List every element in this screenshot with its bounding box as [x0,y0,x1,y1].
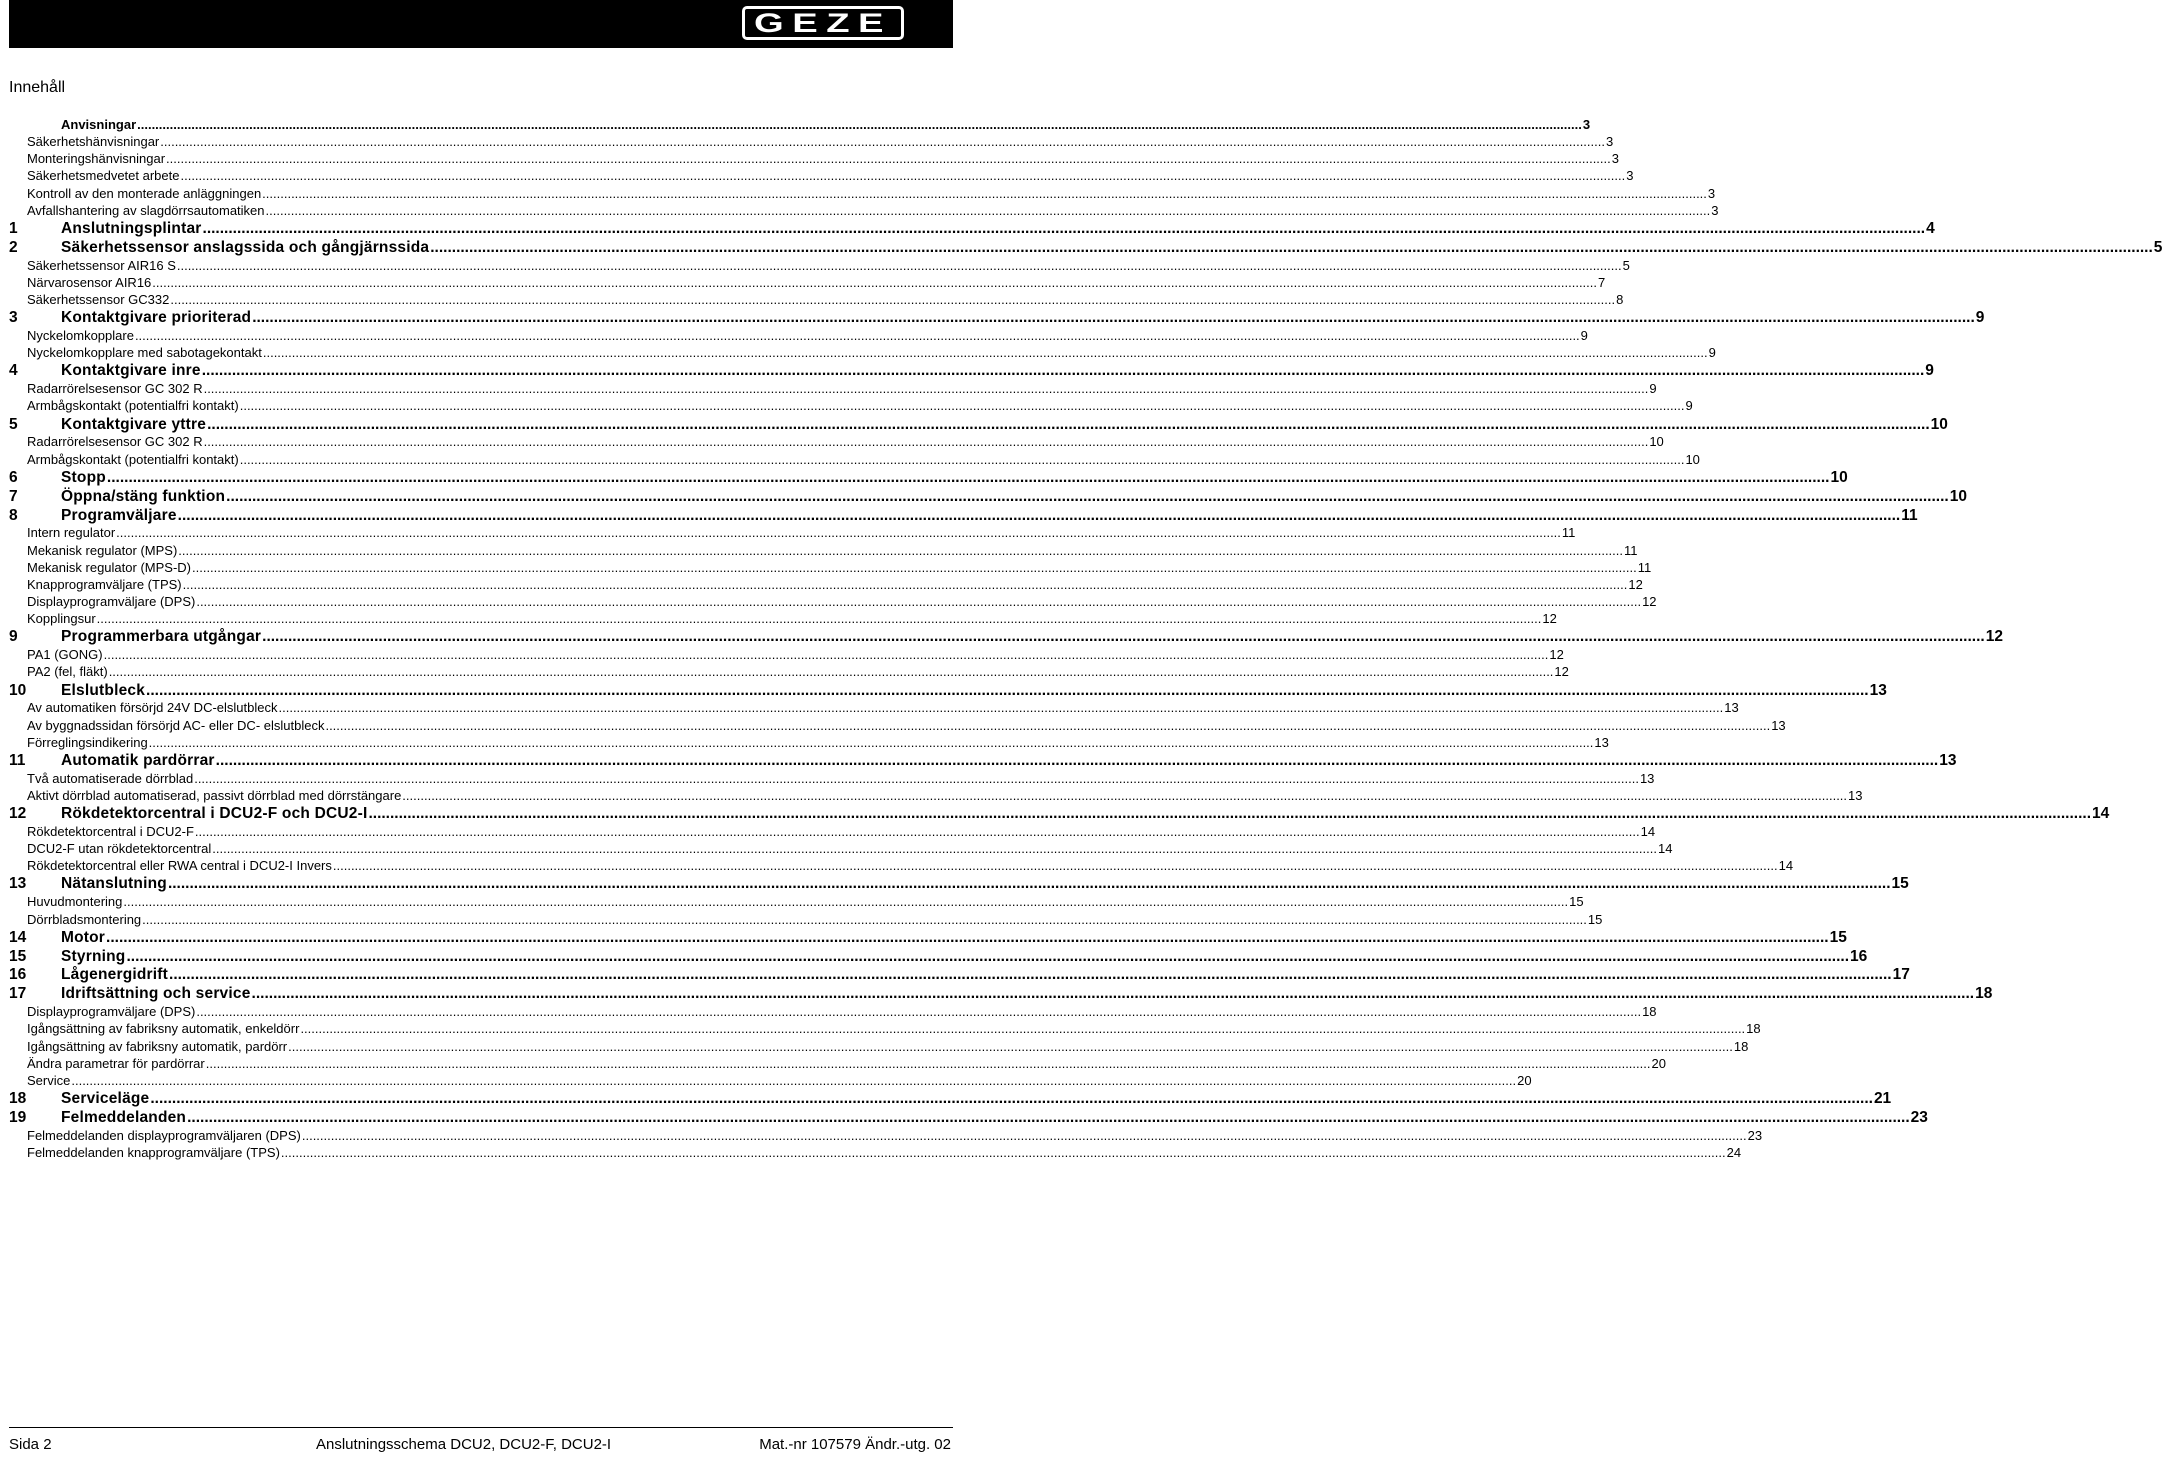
toc-entry[interactable] [0,893,1584,910]
toc-entry-title: Huvudmontering [27,894,123,910]
toc-entry-page: 11 [1561,525,1576,541]
toc-entry-title: Mekanisk regulator (MPS-D) [27,559,191,575]
toc-dot-leader: ................................................................................................................................................................................................................................................................................................................................................................................................................ [251,985,1975,1003]
toc-entry[interactable] [0,928,1847,948]
toc-entry-title: Av byggnadssidan försörjd AC- eller DC- elslutbleck [27,717,325,733]
toc-entry-page: 7 [1598,274,1606,290]
toc-dot-leader: ................................................................................................................................................................................................................................................................................................................................................................................................................ [332,858,1778,874]
toc-entry[interactable] [0,627,2003,647]
toc-entry-page: 10 [1930,415,1948,433]
toc-entry-title: Service [27,1072,71,1088]
toc-entry-title: Nätanslutning [61,875,167,893]
toc-entry[interactable] [0,167,1634,184]
toc-entry[interactable] [0,804,2110,824]
toc-entry-page: 12 [1554,664,1569,680]
toc-entry-number: 10 [9,681,27,699]
toc-entry-title: Programväljare [61,506,177,524]
toc-entry[interactable] [0,751,1957,771]
toc-dot-leader: ................................................................................................................................................................................................................................................................................................................................................................................................................ [103,647,1549,663]
toc-entry-page: 21 [1873,1090,1892,1107]
toc-entry[interactable] [0,699,1739,716]
toc-entry-page: 15 [1891,875,1909,893]
toc-entry-page: 10 [1685,451,1700,467]
toc-entry-title: Elslutbleck [61,681,146,699]
toc-entry-number: 2 [9,238,18,256]
toc-entry-page: 11 [1624,542,1638,558]
toc-entry-page: 10 [1830,468,1848,486]
toc-entry[interactable] [0,150,1619,167]
toc-entry-title: Dörrbladsmontering [27,911,142,927]
toc-entry-number: 13 [9,875,27,893]
toc-entry-title: Idriftsättning och service [61,985,251,1003]
toc-entry-number: 18 [9,1090,27,1107]
toc-entry-page: 10 [1649,434,1664,450]
footer-divider [9,1427,953,1428]
toc-entry[interactable] [0,1127,1763,1144]
toc-entry[interactable] [0,291,1624,308]
toc-entry-title: Displayprogramväljare (DPS) [27,1004,196,1020]
toc-entry-page: 13 [1771,717,1786,733]
toc-entry-number: 4 [9,362,18,380]
toc-entry[interactable] [0,610,1557,627]
toc-entry-title: PA2 (fel, fläkt) [27,664,108,680]
toc-entry[interactable] [0,770,1655,787]
toc-entry-title: Displayprogramväljare (DPS) [27,594,196,610]
toc-dot-leader: ................................................................................................................................................................................................................................................................................................................................................................................................................ [368,805,2092,823]
toc-dot-leader: ................................................................................................................................................................................................................................................................................................................................................................................................................ [194,770,1639,786]
toc-entry-title: Säkerhetssensor GC332 [27,292,170,307]
toc-dot-leader: ................................................................................................................................................................................................................................................................................................................................................................................................................ [126,947,1850,965]
toc-entry[interactable] [0,415,1948,435]
toc-entry-title: Ändra parametrar för pardörrar [27,1055,205,1071]
toc-entry-page: 23 [1747,1127,1763,1143]
toc-entry-page: 4 [1926,219,1935,237]
toc-entry[interactable] [0,1089,1892,1109]
toc-entry-title: Nyckelomkopplare med sabotagekontakt [27,345,262,361]
toc-entry-page: 9 [1925,362,1934,380]
toc-entry-page: 11 [1901,506,1918,524]
toc-dot-leader: ................................................................................................................................................................................................................................................................................................................................................................................................................ [265,202,1711,218]
logo-text: GEZE [754,8,892,38]
toc-dot-leader: ................................................................................................................................................................................................................................................................................................................................................................................................................ [196,594,1642,610]
toc-entry-title: Intern regulator [27,525,116,541]
toc-dot-leader: ................................................................................................................................................................................................................................................................................................................................................................................................................ [180,168,1626,184]
toc-dot-leader: ................................................................................................................................................................................................................................................................................................................................................................................................................ [239,398,1685,414]
toc-entry-title: Igångsättning av fabriksny automatik, enkeldörr [27,1021,300,1037]
toc-entry-number: 16 [9,966,27,984]
toc-entry-title: Felmeddelanden [61,1108,187,1126]
toc-entry[interactable] [0,202,1719,219]
toc-dot-leader: ................................................................................................................................................................................................................................................................................................................................................................................................................ [182,576,1628,592]
toc-entry[interactable] [0,380,1657,397]
toc-dot-leader: ................................................................................................................................................................................................................................................................................................................................................................................................................ [106,928,1829,946]
toc-entry-page: 18 [1746,1021,1761,1037]
toc-entry-title: Avfallshantering av slagdörrsautomatiken [27,202,265,218]
toc-entry[interactable] [0,576,1643,593]
toc-entry-title: Kontaktgivare prioriterad [61,309,252,327]
toc-dot-leader: ................................................................................................................................................................................................................................................................................................................................................................................................................ [207,415,1930,433]
toc-entry-title: Rökdetektorcentral i DCU2-F [27,824,194,839]
toc-entry-title: Felmeddelanden displayprogramväljaren (DPS) [27,1127,301,1143]
toc-entry-number: 1 [9,219,18,237]
toc-dot-leader: ................................................................................................................................................................................................................................................................................................................................................................................................................ [203,434,1649,450]
toc-dot-leader: ................................................................................................................................................................................................................................................................................................................................................................................................................ [252,309,1975,327]
toc-entry-page: 16 [1850,947,1868,965]
toc-dot-leader: ................................................................................................................................................................................................................................................................................................................................................................................................................ [134,328,1580,344]
toc-entry-page: 18 [1642,1004,1657,1020]
toc-entry-number: 8 [9,506,18,524]
toc-entry-page: 20 [1517,1072,1532,1088]
toc-entry[interactable] [0,787,1863,804]
toc-entry-page: 3 [1605,134,1614,150]
toc-dot-leader: ................................................................................................................................................................................................................................................................................................................................................................................................................ [202,219,1926,237]
toc-entry-page: 12 [1542,611,1557,627]
toc-dot-leader: ................................................................................................................................................................................................................................................................................................................................................................................................................ [137,117,1582,132]
toc-entry-page: 13 [1869,681,1887,699]
toc-entry-title: Felmeddelanden knapprogramväljare (TPS) [27,1144,280,1160]
toc-entry-page: 12 [1549,647,1564,663]
toc-entry-page: 8 [1616,292,1624,307]
toc-entry-page: 3 [1711,202,1719,218]
toc-entry-page: 13 [1848,787,1863,803]
toc-dot-leader: ................................................................................................................................................................................................................................................................................................................................................................................................................ [212,841,1657,857]
toc-entry-number: 9 [9,628,18,646]
toc-entry[interactable] [0,681,1887,701]
toc-entry-page: 15 [1569,894,1584,910]
toc-entry-page: 11 [1637,559,1652,575]
toc-entry-title: Mekanisk regulator (MPS) [27,542,178,558]
toc-entry-page: 9 [1708,345,1716,361]
toc-dot-leader: ................................................................................................................................................................................................................................................................................................................................................................................................................ [146,681,1869,699]
toc-dot-leader: ................................................................................................................................................................................................................................................................................................................................................................................................................ [166,151,1611,167]
toc-entry[interactable] [0,1020,1761,1037]
toc-entry[interactable] [0,840,1673,857]
toc-entry-page: 18 [1733,1038,1749,1054]
toc-entry-number: 12 [9,805,27,823]
toc-entry-title: Armbågskontakt (potentialfri kontakt) [27,398,239,414]
toc-entry[interactable] [0,116,1591,133]
toc-entry-title: Serviceläge [61,1090,150,1107]
toc-entry-title: Rökdetektorcentral eller RWA central i DCU2-I Invers [27,858,332,874]
toc-dot-leader: ................................................................................................................................................................................................................................................................................................................................................................................................................ [178,542,1624,558]
toc-entry-title: Motor [61,928,106,946]
toc-dot-leader: ................................................................................................................................................................................................................................................................................................................................................................................................................ [160,134,1605,150]
toc-entry[interactable] [0,559,1652,576]
toc-entry[interactable] [0,1144,1742,1161]
toc-entry[interactable] [0,524,1576,541]
toc-dot-leader: ................................................................................................................................................................................................................................................................................................................................................................................................................ [142,911,1587,927]
toc-dot-leader: ................................................................................................................................................................................................................................................................................................................................................................................................................ [203,381,1649,397]
toc-dot-leader: ................................................................................................................................................................................................................................................................................................................................................................................................................ [288,1038,1733,1054]
toc-dot-leader: ................................................................................................................................................................................................................................................................................................................................................................................................................ [280,1144,1726,1160]
toc-entry[interactable] [0,506,1918,526]
toc-dot-leader: ................................................................................................................................................................................................................................................................................................................................................................................................................ [176,257,1622,273]
toc-dot-leader: ................................................................................................................................................................................................................................................................................................................................................................................................................ [116,525,1561,541]
toc-entry-title: Anslutningsplintar [61,219,202,237]
toc-entry[interactable] [0,1072,1532,1089]
toc-entry-page: 3 [1707,185,1716,201]
toc-entry-page: 13 [1594,734,1609,750]
footer-document-title: Anslutningsschema DCU2, DCU2-F, DCU2-I [316,1436,612,1453]
toc-entry-title: Armbågskontakt (potentialfri kontakt) [27,451,239,467]
toc-dot-leader: ................................................................................................................................................................................................................................................................................................................................................................................................................ [148,734,1594,750]
toc-entry-page: 15 [1829,928,1847,946]
toc-entry[interactable] [0,857,1794,874]
toc-entry-title: Kontaktgivare yttre [61,415,207,433]
toc-entry-page: 13 [1939,751,1957,769]
toc-dot-leader: ................................................................................................................................................................................................................................................................................................................................................................................................................ [152,274,1598,290]
toc-dot-leader: ................................................................................................................................................................................................................................................................................................................................................................................................................ [71,1072,1517,1088]
toc-entry-title: Rökdetektorcentral i DCU2-F och DCU2-I [61,805,368,823]
toc-entry-title: DCU2-F utan rökdetektorcentral [27,841,212,857]
toc-entry[interactable] [0,185,1716,202]
footer-material-number: Mat.-nr 107579 Ändr.-utg. 02 [759,1436,951,1453]
toc-entry-number: 19 [9,1108,27,1126]
toc-entry-page: 17 [1892,966,1910,984]
toc-entry-page: 10 [1949,487,1967,505]
toc-entry-number: 17 [9,985,27,1003]
toc-entry[interactable] [0,133,1614,150]
toc-entry-page: 12 [1642,594,1657,610]
toc-entry-number: 11 [9,751,26,769]
toc-dot-leader: ................................................................................................................................................................................................................................................................................................................................................................................................................ [201,362,1925,380]
toc-entry[interactable] [0,274,1606,291]
toc-entry-number: 3 [9,309,18,327]
toc-entry-page: 3 [1626,168,1634,184]
toc-entry[interactable] [0,663,1569,680]
toc-entry-number: 15 [9,947,27,965]
toc-dot-leader: ................................................................................................................................................................................................................................................................................................................................................................................................................ [239,451,1685,467]
toc-entry[interactable] [0,965,1910,985]
toc-dot-leader: ................................................................................................................................................................................................................................................................................................................................................................................................................ [169,966,1892,984]
toc-entry-page: 12 [1628,576,1643,592]
toc-entry[interactable] [0,734,1609,751]
toc-entry[interactable] [0,947,1868,967]
toc-entry-title: Anvisningar [61,117,137,132]
toc-entry-title: Radarrörelsesensor GC 302 R [27,434,203,450]
toc-entry-page: 13 [1639,770,1655,786]
footer-page-number: Sida 2 [9,1436,52,1453]
toc-entry-title: Monteringshänvisningar [27,151,166,167]
toc-entry-page: 24 [1726,1144,1742,1160]
toc-dot-leader: ................................................................................................................................................................................................................................................................................................................................................................................................................ [167,875,1891,893]
toc-entry[interactable] [0,219,1935,239]
toc-entry-number: 5 [9,415,18,433]
toc-entry[interactable] [0,874,1909,894]
toc-entry-page: 14 [1640,824,1656,839]
toc-entry-page: 18 [1975,985,1993,1003]
toc-dot-leader: ................................................................................................................................................................................................................................................................................................................................................................................................................ [96,611,1542,627]
toc-entry-page: 3 [1611,151,1619,167]
toc-entry-title: Knapprogramväljare (TPS) [27,576,182,592]
toc-entry[interactable] [0,327,1588,344]
toc-entry[interactable] [0,257,1630,274]
toc-entry-title: Närvarosensor AIR16 [27,274,152,290]
toc-entry-page: 14 [1657,841,1673,857]
toc-entry-page: 15 [1587,911,1603,927]
toc-entry-title: Styrning [61,947,126,965]
toc-dot-leader: ................................................................................................................................................................................................................................................................................................................................................................................................................ [262,345,1708,361]
toc-entry[interactable] [0,1038,1749,1055]
toc-dot-leader: ................................................................................................................................................................................................................................................................................................................................................................................................................ [278,700,1724,716]
toc-dot-leader: ................................................................................................................................................................................................................................................................................................................................................................................................................ [226,487,1949,505]
toc-entry-title: Aktivt dörrblad automatiserad, passivt dörrblad med dörrstängare [27,787,402,803]
toc-entry-title: Säkerhetshänvisningar [27,134,160,150]
toc-entry[interactable] [0,238,2162,258]
toc-entry-page: 20 [1651,1055,1666,1071]
toc-dot-leader: ................................................................................................................................................................................................................................................................................................................................................................................................................ [177,506,1901,524]
toc-entry-number: 7 [9,487,18,505]
toc-dot-leader: ................................................................................................................................................................................................................................................................................................................................................................................................................ [215,751,1939,769]
toc-heading: Innehåll [9,79,66,96]
toc-entry-title: Säkerhetssensor anslagssida och gångjärnssida [61,238,430,256]
toc-entry[interactable] [0,1108,1928,1128]
toc-entry[interactable] [0,911,1603,928]
toc-dot-leader: ................................................................................................................................................................................................................................................................................................................................................................................................................ [187,1108,1910,1126]
toc-entry-page: 9 [1649,381,1657,397]
toc-entry-title: Nyckelomkopplare [27,328,134,344]
toc-entry[interactable] [0,468,1848,488]
toc-entry[interactable] [0,361,1934,381]
toc-entry-page: 13 [1724,700,1739,716]
toc-entry-page: 3 [1582,117,1591,132]
toc-dot-leader: ................................................................................................................................................................................................................................................................................................................................................................................................................ [325,717,1771,733]
toc-entry[interactable] [0,308,1985,328]
toc-entry-title: Två automatiserade dörrblad [27,770,194,786]
toc-dot-leader: ................................................................................................................................................................................................................................................................................................................................................................................................................ [170,292,1616,307]
toc-entry[interactable] [0,984,1993,1004]
toc-entry-page: 23 [1910,1108,1928,1126]
toc-entry-title: Säkerhetssensor AIR16 S [27,257,176,273]
toc-dot-leader: ................................................................................................................................................................................................................................................................................................................................................................................................................ [150,1090,1873,1107]
toc-dot-leader: ................................................................................................................................................................................................................................................................................................................................................................................................................ [262,628,1985,646]
toc-entry-number: 6 [9,468,18,486]
toc-entry-title: Programmerbara utgångar [61,628,262,646]
toc-entry[interactable] [0,717,1786,734]
toc-dot-leader: ................................................................................................................................................................................................................................................................................................................................................................................................................ [430,238,2153,256]
toc-entry[interactable] [0,487,1967,507]
toc-dot-leader: ................................................................................................................................................................................................................................................................................................................................................................................................................ [192,559,1637,575]
toc-entry[interactable] [0,1003,1657,1020]
toc-dot-leader: ................................................................................................................................................................................................................................................................................................................................................................................................................ [106,468,1830,486]
toc-entry-title: Av automatiken försörjd 24V DC-elslutbleck [27,700,278,716]
toc-dot-leader: ................................................................................................................................................................................................................................................................................................................................................................................................................ [108,664,1554,680]
toc-entry-title: Radarrörelsesensor GC 302 R [27,381,203,397]
toc-entry-title: Kontaktgivare inre [61,362,201,380]
toc-entry-number: 14 [9,928,27,946]
toc-dot-leader: ................................................................................................................................................................................................................................................................................................................................................................................................................ [402,787,1848,803]
toc-entry[interactable] [0,344,1716,361]
toc-entry-page: 9 [1685,398,1693,414]
toc-entry-title: Kontroll av den monterade anläggningen [27,185,262,201]
toc-dot-leader: ................................................................................................................................................................................................................................................................................................................................................................................................................ [205,1055,1651,1071]
toc-entry-title: PA1 (GONG) [27,647,103,663]
toc-entry[interactable] [0,593,1657,610]
toc-entry-page: 14 [2092,805,2110,823]
toc-dot-leader: ................................................................................................................................................................................................................................................................................................................................................................................................................ [123,894,1569,910]
toc-entry-title: Öppna/stäng funktion [61,487,226,505]
toc-entry-title: Lågenergidrift [61,966,169,984]
toc-entry-page: 12 [1985,628,2003,646]
toc-entry-title: Kopplingsur [27,611,96,627]
toc-entry[interactable] [0,1055,1666,1072]
toc-entry-title: Automatik pardörrar [61,751,215,769]
toc-entry[interactable] [0,542,1638,559]
toc-entry-page: 5 [1622,257,1630,273]
toc-entry[interactable] [0,397,1693,414]
toc-entry-page: 9 [1975,309,1985,327]
toc-entry[interactable] [0,823,1656,840]
toc-entry-title: Igångsättning av fabriksny automatik, pardörr [27,1038,288,1054]
toc-dot-leader: ................................................................................................................................................................................................................................................................................................................................................................................................................ [300,1021,1746,1037]
toc-entry-page: 14 [1778,858,1794,874]
toc-entry-title: Förreglingsindikering [27,734,148,750]
toc-dot-leader: ................................................................................................................................................................................................................................................................................................................................................................................................................ [262,185,1707,201]
toc-dot-leader: ................................................................................................................................................................................................................................................................................................................................................................................................................ [194,824,1640,839]
toc-entry-title: Stopp [61,468,106,486]
toc-entry[interactable] [0,433,1664,450]
toc-entry-title: Säkerhetsmedvetet arbete [27,168,180,184]
toc-entry[interactable] [0,451,1700,468]
toc-dot-leader: ................................................................................................................................................................................................................................................................................................................................................................................................................ [301,1127,1747,1143]
toc-entry[interactable] [0,646,1564,663]
toc-entry-page: 5 [2153,238,2162,256]
toc-dot-leader: ................................................................................................................................................................................................................................................................................................................................................................................................................ [196,1004,1642,1020]
toc-entry-page: 9 [1580,328,1588,344]
